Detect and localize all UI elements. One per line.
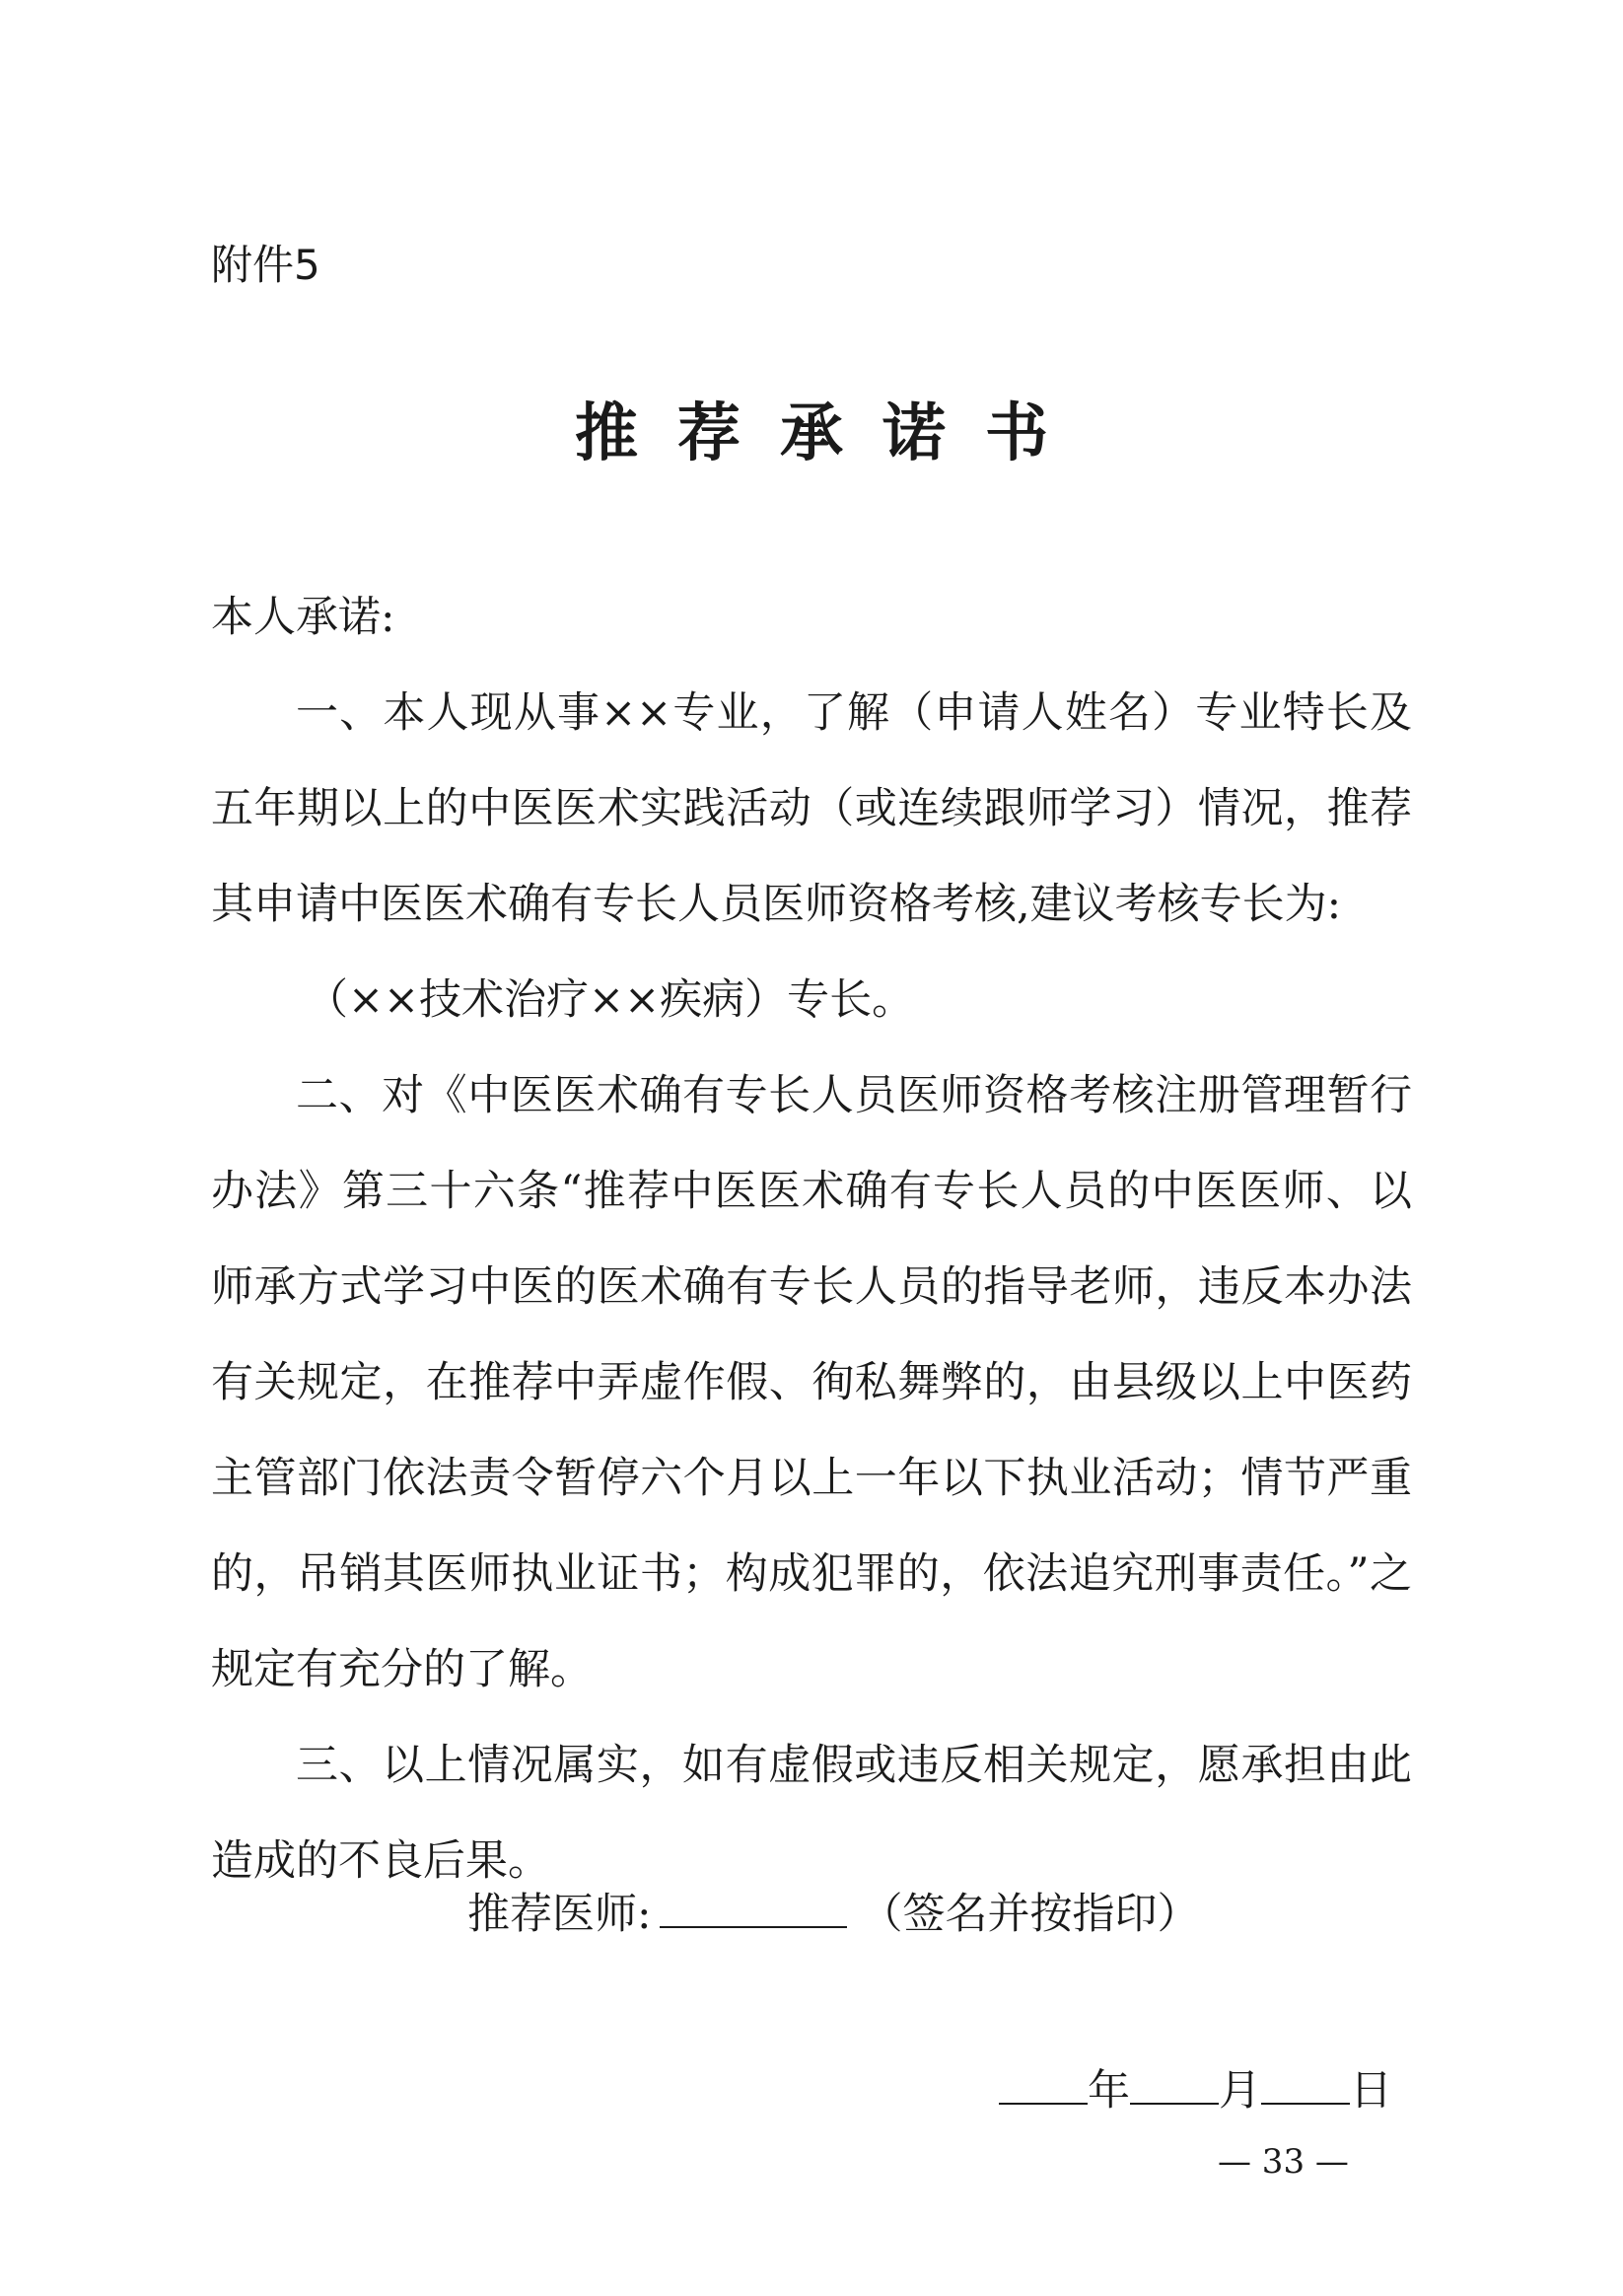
attachment-label: 附件5 — [211, 241, 320, 289]
day-label: 日 — [1350, 2066, 1392, 2116]
intro-paragraph: 本人承诺: — [211, 593, 395, 642]
month-blank — [1130, 2063, 1219, 2105]
signature-label: 推荐医师: — [467, 1890, 652, 1939]
document-body — [211, 570, 1412, 1909]
signature-note: （签名并按指印） — [860, 1890, 1200, 1939]
paragraph-3: 三、以上情况属实，如有虚假或违反相关规定，愿承担由此造成的不良后果。 — [211, 1741, 1412, 1886]
paragraph-2: 二、对《中医医术确有专长人员医师资格考核注册管理暂行办法》第三十六条“推荐中医医术确有专长人员的中医医师、以师承方式学习中医的医术确有专长人员的指导老师，违反本办法有关规定，在推荐中弄虚作假、徇私舞弊的，由县级以上中医药主管部门依法责令暂停六个月以上一年以下执业活动；情节严重的，吊销其医师执业证书；构成犯罪的，依法追究刑事责任。”之规定有充分的了解。 — [211, 1071, 1412, 1694]
specialty-line: （××技术治疗××疾病）专长。 — [306, 975, 915, 1025]
year-label: 年 — [1088, 2066, 1130, 2116]
year-blank — [999, 2063, 1088, 2105]
page-number: — 33 — — [1218, 2142, 1349, 2182]
signature-blank — [660, 1887, 847, 1928]
day-blank — [1261, 2063, 1350, 2105]
month-label: 月 — [1219, 2066, 1261, 2116]
date-line — [999, 2057, 1392, 2117]
document-title: 推荐承诺书 — [575, 396, 1088, 470]
paragraph-1: 一、本人现从事××专业，了解（申请人姓名）专业特长及五年期以上的中医医术实践活动（或连续跟师学习）情况，推荐其申请中医医术确有专长人员医师资格考核,建议考核专长为: — [211, 688, 1412, 929]
signature-line — [467, 1881, 1200, 1941]
